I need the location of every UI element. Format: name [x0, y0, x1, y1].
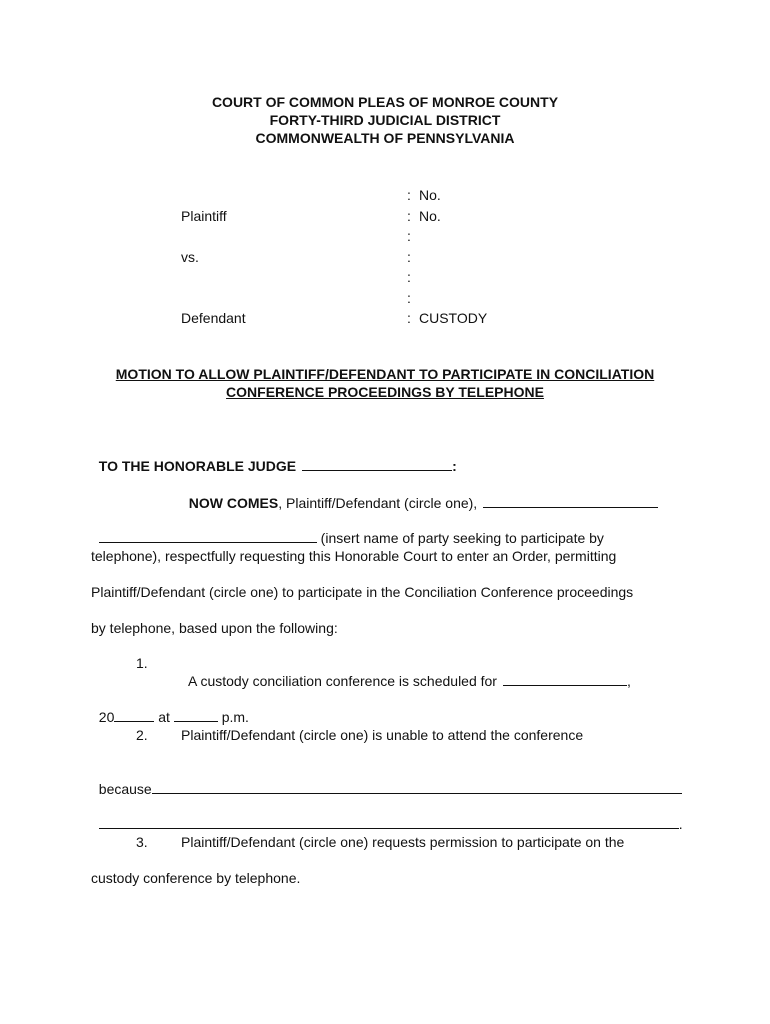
year-prefix: 20 [98, 709, 115, 725]
plaintiff-label: Plaintiff [181, 208, 227, 224]
salutation [91, 440, 457, 475]
because-label: because [98, 781, 152, 797]
salutation-colon: : [452, 458, 457, 474]
conference-date-blank[interactable] [503, 672, 627, 686]
caption-colon: : [407, 228, 411, 244]
motion-title: MOTION TO ALLOW PLAINTIFF/DEFENDANT TO PARTICIPATE IN CONCILIATION [115, 366, 655, 382]
body-line: telephone), respectfully requesting this Honorable Court to enter an Order, permitting [91, 548, 617, 564]
year-blank[interactable] [114, 708, 154, 722]
period: . [678, 816, 683, 832]
caption-colon: : [407, 208, 411, 224]
party-name-blank-cont[interactable] [99, 529, 317, 543]
item-1-text: A custody conciliation conference is scheduled for [188, 673, 497, 689]
caption-colon: : [407, 290, 411, 306]
reason-blank-cont[interactable] [99, 815, 679, 829]
caption-colon: : [407, 249, 411, 265]
insert-name-note: (insert name of party seeking to participate by [316, 530, 604, 546]
caption-colon: : [407, 310, 411, 326]
judicial-district: FORTY-THIRD JUDICIAL DISTRICT [269, 112, 501, 128]
case-number-label: No. [419, 208, 441, 224]
case-number-label: No. [419, 187, 441, 203]
salutation-text: TO THE HONORABLE JUDGE [98, 458, 297, 474]
item-3-cont: custody conference by telephone. [91, 870, 301, 886]
item-3-text: Plaintiff/Defendant (circle one) requests permission to participate on the [181, 834, 625, 850]
defendant-label: Defendant [181, 310, 246, 326]
comma: , [626, 673, 631, 689]
reason-blank[interactable] [152, 780, 682, 794]
commonwealth: COMMONWEALTH OF PENNSYLVANIA [255, 130, 515, 146]
at-label: at [154, 709, 174, 725]
caption-colon: : [407, 187, 411, 203]
motion-title-cont: CONFERENCE PROCEEDINGS BY TELEPHONE [226, 384, 544, 400]
custody-label: CUSTODY [419, 310, 488, 326]
conference-time-line [91, 691, 249, 726]
item-2-text: Plaintiff/Defendant (circle one) is unable to attend the conference [181, 727, 584, 743]
party-type: , Plaintiff/Defendant (circle one), [278, 495, 478, 511]
item-number: 3. [136, 834, 148, 850]
caption-colon: : [407, 269, 411, 285]
item-number: 1. [136, 655, 148, 671]
versus-label: vs. [181, 249, 199, 265]
time-blank[interactable] [174, 708, 218, 722]
body-line: Plaintiff/Defendant (circle one) to participate in the Conciliation Conference proceedings [91, 584, 634, 600]
now-comes-line [181, 477, 658, 512]
party-name-blank[interactable] [483, 494, 658, 508]
reason-line-2 [91, 798, 683, 833]
because-line [91, 763, 682, 798]
judge-name-blank[interactable] [302, 457, 452, 471]
item-number: 2. [136, 727, 148, 743]
now-comes: NOW COMES [188, 495, 279, 511]
pm-label: p.m. [217, 709, 249, 725]
insert-name-line [91, 512, 604, 547]
body-line: by telephone, based upon the following: [91, 620, 338, 636]
item-1 [181, 655, 631, 690]
court-name: COURT OF COMMON PLEAS OF MONROE COUNTY [211, 94, 559, 110]
